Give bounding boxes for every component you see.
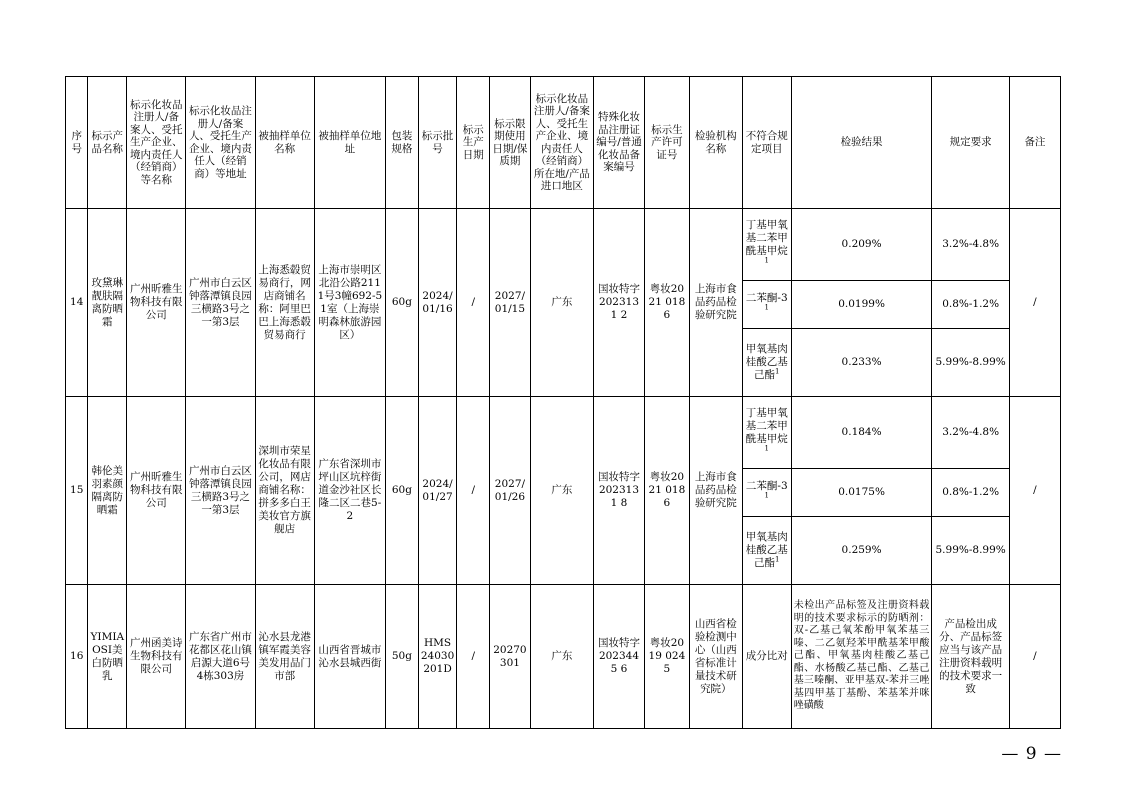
test-result: 0.0199% — [791, 281, 932, 329]
expiry-date: 2027/01/26 — [490, 397, 531, 585]
lab-name: 上海市食品药品检验研究院 — [689, 397, 742, 585]
row-number: 15 — [66, 397, 88, 585]
header-cell: 规定要求 — [932, 77, 1009, 209]
table-header-row — [66, 77, 1061, 209]
maker-address: 广州市白云区钟落潭镇良园三横路3号之一第3层 — [186, 397, 255, 585]
note: / — [1009, 585, 1060, 729]
product-name: YIMIAOSI美白防晒乳 — [88, 585, 127, 729]
inspection-table — [65, 76, 1061, 729]
sampled-unit-name: 上海悉毂贸易商行，网店商铺名称：阿里巴巴上海悉毂贸易商行 — [255, 209, 314, 397]
product-name: 韩伦美羽素颜隔离防晒霜 — [88, 397, 127, 585]
header-cell: 备注 — [1009, 77, 1060, 209]
expiry-date: 20270301 — [490, 585, 531, 729]
test-result: 0.233% — [791, 329, 932, 397]
note: / — [1009, 397, 1060, 585]
header-cell: 标示生产许可证号 — [644, 77, 689, 209]
header-cell: 标示化妆品注册人/备案人、受托生产企业、境内责任人（经销商）等名称 — [127, 77, 186, 209]
test-result: 0.209% — [791, 209, 932, 281]
header-cell: 标示化妆品注册人/备案人、受托生产企业、境内责任人（经销商）等地址 — [186, 77, 255, 209]
license-number: 粤妆2021 0186 — [644, 397, 689, 585]
region: 广东 — [530, 585, 593, 729]
production-date: / — [457, 585, 490, 729]
header-cell: 标示化妆品注册人/备案人、受托生产企业、境内责任人（经销商）所在地/产品进口地区 — [530, 77, 593, 209]
registration-number: 国妆特字2023131 2 — [594, 209, 645, 397]
failed-item: 甲氧基肉桂酸乙基己酯$^1$ — [742, 329, 791, 397]
maker-address: 广州市白云区钟落潭镇良园三横路3号之一第3层 — [186, 209, 255, 397]
lab-name: 山西省检验检测中心（山西省标准计量技术研究院） — [689, 585, 742, 729]
package-spec: 50g — [386, 585, 419, 729]
header-cell: 标示产品名称 — [88, 77, 127, 209]
requirement: 3.2%-4.8% — [932, 209, 1009, 281]
batch-number: HMS24030201D — [418, 585, 457, 729]
requirement: 产品检出成分、产品标签应当与该产品注册资料载明的技术要求一致 — [932, 585, 1009, 729]
expiry-date: 2027/01/15 — [490, 209, 531, 397]
test-result: 0.259% — [791, 517, 932, 585]
row-number: 14 — [66, 209, 88, 397]
maker-address: 广东省广州市花都区花山镇启源大道6号4栋303房 — [186, 585, 255, 729]
table-row — [66, 209, 1061, 281]
table-row — [66, 585, 1061, 729]
maker-name: 广州函美诗生物科技有限公司 — [127, 585, 186, 729]
note: / — [1009, 209, 1060, 397]
header-cell: 被抽样单位名称 — [255, 77, 314, 209]
product-name: 玫黛琳靓肤隔离防晒霜 — [88, 209, 127, 397]
license-number: 粤妆2019 0245 — [644, 585, 689, 729]
header-cell: 标示限期使用日期/保质期 — [490, 77, 531, 209]
header-cell: 检验结果 — [791, 77, 932, 209]
failed-item: 二苯酮$-3^1$ — [742, 469, 791, 517]
license-number: 粤妆2021 0186 — [644, 209, 689, 397]
sampled-unit-name: 深圳市荣星化妆品有限公司，网店商铺名称：拼多多白王美妆官方旗舰店 — [255, 397, 314, 585]
test-result: 未检出产品标签及注册资料载明的技术要求标示的防晒剂：双-乙基己氧苯酚甲氧苯基三嗪、二乙氨羟苯甲酰基苯甲酸己酯、甲氧基肉桂酸乙基己酯、水杨酸乙基己酯、乙基己基三嗪酮、亚甲基双-苯并三唑基四甲基丁基酚、苯基苯并咪唑磺酸 — [791, 585, 932, 729]
header-cell: 标示生产日期 — [457, 77, 490, 209]
header-cell: 包装规格 — [386, 77, 419, 209]
failed-item: 成分比对 — [742, 585, 791, 729]
header-cell: 标示批号 — [418, 77, 457, 209]
requirement: 3.2%-4.8% — [932, 397, 1009, 469]
sampled-unit-address: 广东省深圳市坪山区坑梓街道金沙社区长隆二区二巷5-2 — [314, 397, 385, 585]
failed-item: 二苯酮$-3^1$ — [742, 281, 791, 329]
sampled-unit-name: 沁水县龙港镇军霞美容美发用品门市部 — [255, 585, 314, 729]
registration-number: 国妆特字2023131 8 — [594, 397, 645, 585]
test-result: 0.0175% — [791, 469, 932, 517]
table-row — [66, 397, 1061, 469]
maker-name: 广州昕雅生物科技有限公司 — [127, 209, 186, 397]
sampled-unit-address: 上海市崇明区北沿公路2111号3幢692-51室（上海崇明森林旅游园区） — [314, 209, 385, 397]
package-spec: 60g — [386, 397, 419, 585]
sampled-unit-address: 山西省晋城市沁水县城西街 — [314, 585, 385, 729]
header-cell: 特殊化妆品注册证编号/普通化妆品备案编号 — [594, 77, 645, 209]
region: 广东 — [530, 397, 593, 585]
production-date: / — [457, 397, 490, 585]
registration-number: 国妆特字2023445 6 — [594, 585, 645, 729]
header-cell: 检验机构名称 — [689, 77, 742, 209]
production-date: / — [457, 209, 490, 397]
failed-item: 丁基甲氧基二苯甲酰基甲烷$^1$ — [742, 209, 791, 281]
package-spec: 60g — [386, 209, 419, 397]
requirement: 0.8%-1.2% — [932, 469, 1009, 517]
batch-number: 2024/01/16 — [418, 209, 457, 397]
test-result: 0.184% — [791, 397, 932, 469]
row-number: 16 — [66, 585, 88, 729]
failed-item: 丁基甲氧基二苯甲酰基甲烷$^1$ — [742, 397, 791, 469]
header-cell: 被抽样单位地址 — [314, 77, 385, 209]
batch-number: 2024/01/27 — [418, 397, 457, 585]
requirement: 5.99%-8.99% — [932, 517, 1009, 585]
lab-name: 上海市食品药品检验研究院 — [689, 209, 742, 397]
requirement: 5.99%-8.99% — [932, 329, 1009, 397]
requirement: 0.8%-1.2% — [932, 281, 1009, 329]
region: 广东 — [530, 209, 593, 397]
failed-item: 甲氧基肉桂酸乙基己酯$^1$ — [742, 517, 791, 585]
header-cell: 序号 — [66, 77, 88, 209]
header-cell: 不符合规定项目 — [742, 77, 791, 209]
page-number: — 9 — — [1001, 744, 1062, 764]
maker-name: 广州昕雅生物科技有限公司 — [127, 397, 186, 585]
